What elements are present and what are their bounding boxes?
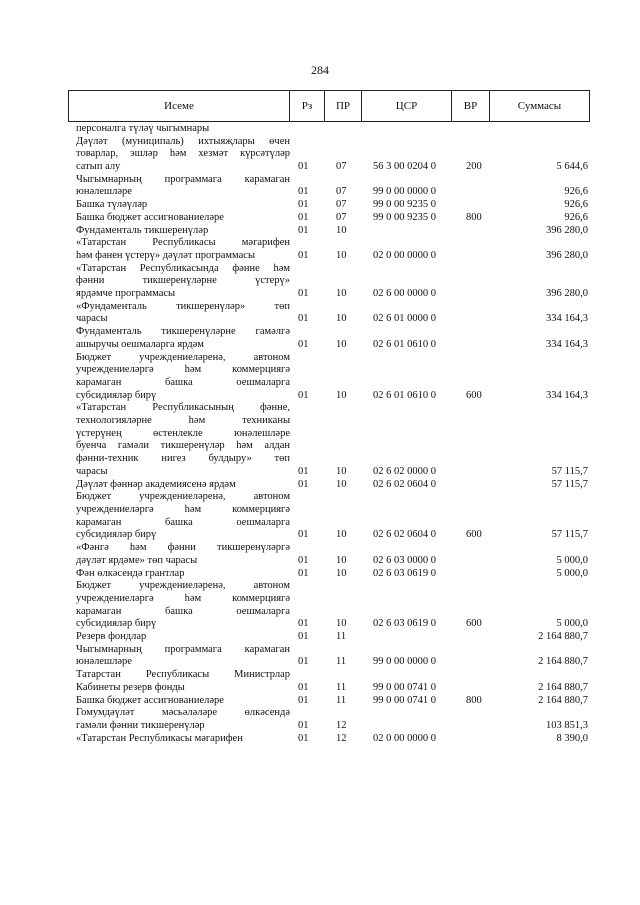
table-row: [0, 695, 640, 708]
row-name-line: Башка бюджет ассигнованиеләре: [76, 211, 224, 223]
row-csr: 02 6 02 0604 0: [373, 478, 436, 490]
row-pr: 10: [336, 249, 347, 261]
table-row: [0, 237, 640, 262]
row-sum: 2 164 880,7: [538, 694, 588, 706]
row-name-line: товарлар, эшләр һәм хезмәт күрсәтүләр: [76, 148, 290, 160]
table-row: [0, 402, 640, 478]
row-sum: 57 115,7: [551, 465, 588, 477]
row-name-line: юнәлешләре: [76, 186, 132, 198]
row-rz: 01: [298, 224, 309, 236]
row-name: [76, 542, 290, 567]
row-name: [76, 402, 290, 478]
row-name-line: Чыгымнарның программага карамаган: [76, 173, 290, 185]
row-name-line: учреждениеләргә һәм коммерциягә: [76, 503, 290, 515]
row-pr: 10: [336, 338, 347, 350]
row-name-line: Башка түләүләр: [76, 199, 148, 211]
row-name: [76, 631, 290, 644]
row-csr: 99 0 00 0000 0: [373, 656, 436, 668]
row-name-line: буенча гамәли тикшеренүләр һәм алдан: [76, 440, 290, 452]
table-row: [0, 568, 640, 581]
row-name-line: Фундаменталь тикшеренүләрне гамәлгә: [76, 326, 290, 338]
row-name: [76, 669, 290, 694]
row-rz: 01: [298, 313, 309, 325]
row-rz: 01: [298, 478, 309, 490]
row-name-line: үстерүнең өстенлекле юнәлешләре: [76, 427, 290, 439]
row-rz: 01: [298, 389, 309, 401]
row-sum: 5 000,0: [556, 618, 588, 630]
table-row: [0, 580, 640, 631]
row-name-line: персоналга түләү чыгымнары: [76, 123, 210, 134]
row-vr: 800: [466, 211, 482, 223]
row-rz: 01: [298, 338, 309, 350]
row-vr: 200: [466, 161, 482, 173]
row-name-line: учреждениеләргә һәм коммерциягә: [76, 592, 290, 604]
row-name-line: Чыгымнарның программага карамаган: [76, 643, 290, 655]
row-name-line: «Фәнгә һәм фәнни тикшеренүләргә: [76, 542, 290, 554]
table-row: [0, 212, 640, 225]
row-name-line: «Фундаменталь тикшеренүләр» төп: [76, 300, 290, 312]
row-name: [76, 199, 290, 212]
row-name-line: технологияләрне һәм техниканы: [76, 415, 290, 427]
row-name-line: Бюджет учреждениеләренә, автоном: [76, 491, 290, 503]
row-csr: 02 6 03 0619 0: [373, 618, 436, 630]
row-name: [76, 123, 290, 136]
header-pr: ПР: [324, 91, 361, 121]
row-pr: 11: [336, 656, 347, 668]
row-vr: 600: [466, 618, 482, 630]
row-name-line: «Татарстан Республикасы мәгарифен: [76, 237, 290, 249]
row-pr: 10: [336, 478, 347, 490]
row-name-line: Кабинеты резерв фонды: [76, 681, 185, 693]
row-pr: 10: [336, 567, 347, 579]
row-sum: 5 644,6: [556, 161, 588, 173]
row-name: [76, 263, 290, 301]
row-pr: 12: [336, 732, 347, 744]
table-row: [0, 733, 640, 746]
row-sum: 926,6: [564, 186, 588, 198]
row-name-line: Бюджет учреждениеләренә, автоном: [76, 580, 290, 592]
row-rz: 01: [298, 694, 309, 706]
row-vr: 600: [466, 529, 482, 541]
row-name: [76, 695, 290, 708]
row-rz: 01: [298, 631, 309, 642]
row-csr: 02 6 03 0619 0: [373, 567, 436, 579]
row-rz: 01: [298, 465, 309, 477]
row-rz: 01: [298, 211, 309, 223]
row-sum: 334 164,3: [546, 313, 588, 325]
row-csr: 99 0 00 0000 0: [373, 186, 436, 198]
table-row: [0, 326, 640, 351]
row-name-line: «Татарстан Республикасында фәнне һәм: [76, 262, 290, 274]
row-sum: 57 115,7: [551, 478, 588, 490]
row-sum: 396 280,0: [546, 224, 588, 236]
row-pr: 10: [336, 618, 347, 630]
row-name-line: Бюджет учреждениеләренә, автоном: [76, 351, 290, 363]
row-name: [76, 212, 290, 225]
row-rz: 01: [298, 732, 309, 744]
row-rz: 01: [298, 618, 309, 630]
row-rz: 01: [298, 288, 309, 300]
row-name-line: «Татарстан Республикасының фәнне,: [76, 402, 290, 414]
table-row: [0, 225, 640, 238]
row-name-line: субсидияләр бирү: [76, 529, 157, 541]
row-pr: 07: [336, 186, 347, 198]
row-name-line: учреждениеләргә һәм коммерциягә: [76, 364, 290, 376]
row-csr: 02 6 02 0000 0: [373, 465, 436, 477]
row-name-line: «Татарстан Республикасы мәгарифен: [76, 732, 243, 744]
row-name-line: Фундаменталь тикшеренүләр: [76, 224, 209, 236]
row-rz: 01: [298, 186, 309, 198]
row-name-line: Башка бюджет ассигнованиеләре: [76, 694, 224, 706]
row-rz: 01: [298, 529, 309, 541]
row-rz: 01: [298, 161, 309, 173]
row-name-line: Резерв фондлар: [76, 631, 147, 642]
row-name: [76, 237, 290, 262]
row-name-line: карамаган башка оешмаларга: [76, 516, 290, 528]
table-row: [0, 352, 640, 403]
table-row: [0, 136, 640, 174]
row-name-line: гамәли фәнни тикшеренүләр: [76, 719, 205, 731]
row-csr: 02 0 00 0000 0: [373, 249, 436, 261]
row-pr: 10: [336, 529, 347, 541]
row-pr: 10: [336, 554, 347, 566]
row-name-line: фәнни-техник нигез булдыру» төп: [76, 453, 290, 465]
row-pr: 07: [336, 199, 347, 211]
row-rz: 01: [298, 567, 309, 579]
row-name: [76, 644, 290, 669]
row-rz: 01: [298, 719, 309, 731]
row-name: [76, 136, 290, 174]
row-pr: 11: [336, 694, 347, 706]
row-pr: 07: [336, 161, 347, 173]
row-name: [76, 301, 290, 326]
row-pr: 11: [336, 681, 347, 693]
row-name-line: субсидияләр бирү: [76, 618, 157, 630]
row-pr: 11: [336, 631, 347, 642]
row-sum: 2 164 880,7: [538, 656, 588, 668]
row-sum: 2 164 880,7: [538, 681, 588, 693]
row-name: [76, 707, 290, 732]
table-row: [0, 123, 640, 136]
row-sum: 926,6: [564, 211, 588, 223]
row-pr: 10: [336, 224, 347, 236]
row-name-line: карамаган башка оешмаларга: [76, 376, 290, 388]
row-csr: 99 0 00 9235 0: [373, 211, 436, 223]
row-sum: 334 164,3: [546, 389, 588, 401]
table-row: [0, 174, 640, 199]
header-rz: Рз: [289, 91, 324, 121]
row-csr: 02 6 00 0000 0: [373, 288, 436, 300]
table-row: [0, 542, 640, 567]
table-row: [0, 491, 640, 542]
row-name: [76, 491, 290, 542]
row-name-line: ярдәмче программасы: [76, 288, 176, 300]
row-name-line: чарасы: [76, 313, 108, 325]
row-pr: 10: [336, 288, 347, 300]
row-sum: 2 164 880,7: [538, 631, 588, 642]
row-name: [76, 568, 290, 581]
row-name-line: Дәүләт фәннәр академиясенә ярдәм: [76, 478, 236, 490]
row-name-line: Дәүләт (муниципаль) ихтыяҗлары өчен: [76, 135, 290, 147]
row-name-line: чарасы: [76, 465, 108, 477]
row-vr: 800: [466, 694, 482, 706]
row-name: [76, 479, 290, 492]
row-name-line: Гомумдәүләт мәсьәләләре өлкәсендә: [76, 707, 290, 719]
row-sum: 103 851,3: [546, 719, 588, 731]
row-sum: 8 390,0: [556, 732, 588, 744]
row-pr: 10: [336, 465, 347, 477]
row-csr: 02 6 01 0000 0: [373, 313, 436, 325]
row-pr: 12: [336, 719, 347, 731]
row-name-line: Татарстан Республикасы Министрлар: [76, 669, 290, 681]
row-rz: 01: [298, 199, 309, 211]
table-row: [0, 707, 640, 732]
row-name: [76, 174, 290, 199]
row-sum: 5 000,0: [556, 554, 588, 566]
table-row: [0, 199, 640, 212]
row-vr: 600: [466, 389, 482, 401]
row-name-line: карамаган башка оешмаларга: [76, 605, 290, 617]
row-sum: 57 115,7: [551, 529, 588, 541]
row-csr: 02 6 02 0604 0: [373, 529, 436, 541]
row-sum: 396 280,0: [546, 249, 588, 261]
row-pr: 10: [336, 313, 347, 325]
row-csr: 02 6 03 0000 0: [373, 554, 436, 566]
row-rz: 01: [298, 249, 309, 261]
header-vr: ВР: [451, 91, 489, 121]
table-row: [0, 263, 640, 301]
row-csr: 02 6 01 0610 0: [373, 389, 436, 401]
row-sum: 5 000,0: [556, 567, 588, 579]
table-row: [0, 479, 640, 492]
row-csr: 99 0 00 9235 0: [373, 199, 436, 211]
row-rz: 01: [298, 681, 309, 693]
row-name: [76, 225, 290, 238]
row-csr: 02 6 01 0610 0: [373, 338, 436, 350]
table-row: [0, 644, 640, 669]
header-name: Исеме: [164, 100, 194, 112]
table-row: [0, 631, 640, 644]
page-number: 284: [311, 63, 329, 77]
row-name-line: дәүләт ярдәме» төп чарасы: [76, 554, 198, 566]
row-csr: 02 0 00 0000 0: [373, 732, 436, 744]
table-row: [0, 301, 640, 326]
row-name-line: сатып алу: [76, 161, 121, 173]
row-sum: 396 280,0: [546, 288, 588, 300]
row-name-line: һәм фәнен үстерү» дәүләт программасы: [76, 249, 255, 261]
row-csr: 99 0 00 0741 0: [373, 694, 436, 706]
row-name-line: ашыручы оешмаларга ярдәм: [76, 338, 204, 350]
row-name: [76, 352, 290, 403]
row-csr: 56 3 00 0204 0: [373, 161, 436, 173]
row-name: [76, 326, 290, 351]
row-rz: 01: [298, 554, 309, 566]
header-sum: Суммасы: [489, 91, 589, 121]
table-row: [0, 669, 640, 694]
row-name-line: юнәлешләре: [76, 656, 132, 668]
row-sum: 926,6: [564, 199, 588, 211]
row-name-line: субсидияләр бирү: [76, 389, 157, 401]
row-name-line: фәнни тикшеренүләрне үстерү»: [76, 275, 290, 287]
row-name: [76, 580, 290, 631]
row-csr: 99 0 00 0741 0: [373, 681, 436, 693]
row-name: [76, 733, 290, 746]
row-name-line: Фән өлкәсендә грантлар: [76, 567, 185, 579]
row-pr: 10: [336, 389, 347, 401]
row-rz: 01: [298, 656, 309, 668]
header-csr: ЦСР: [361, 91, 451, 121]
row-pr: 07: [336, 211, 347, 223]
row-sum: 334 164,3: [546, 338, 588, 350]
